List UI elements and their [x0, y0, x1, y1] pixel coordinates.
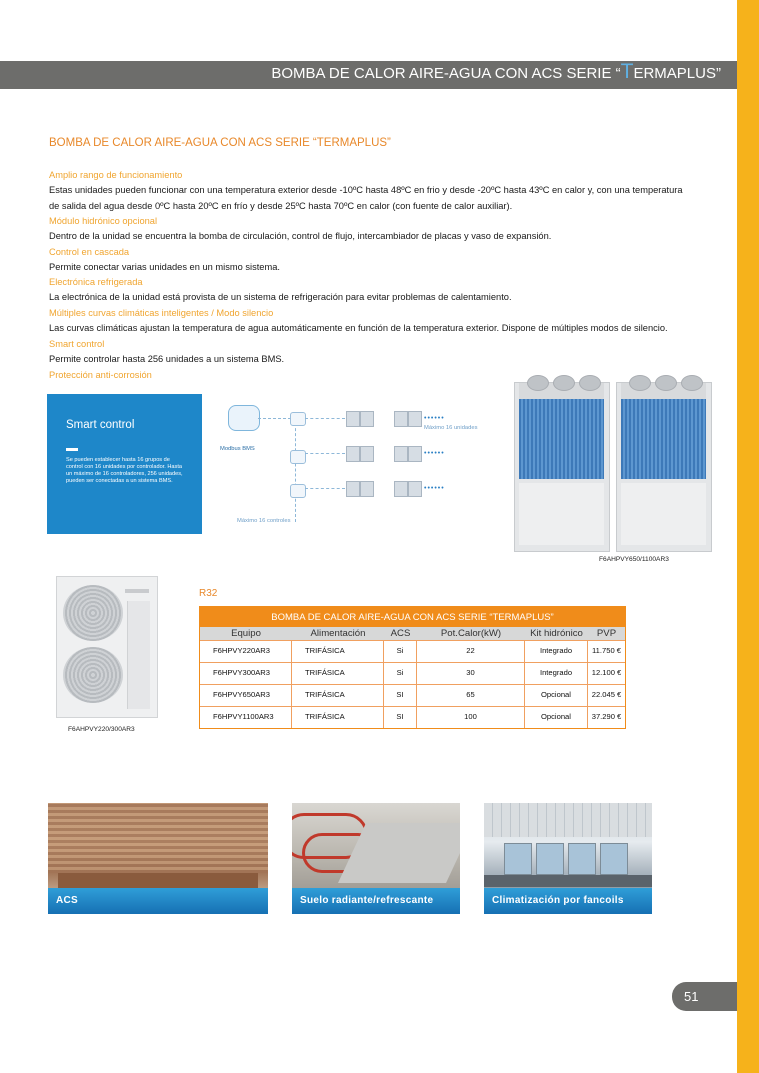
- fan-icon: [527, 375, 549, 391]
- coil-grille: [621, 399, 706, 479]
- fan-icon: [553, 375, 575, 391]
- section-title: BOMBA DE CALOR AIRE-AGUA CON ACS SERIE “TERMAPLUS”: [49, 137, 391, 149]
- unit-module: [616, 382, 712, 552]
- feature-hydronic: [49, 214, 689, 245]
- outdoor-unit-icon: [394, 411, 408, 427]
- cell-heat-capacity: 30: [417, 663, 525, 684]
- header-title: BOMBA DE CALOR AIRE-AGUA CON ACS SERIE “TERMAPLUS”: [271, 60, 721, 83]
- feature-electronics: [49, 275, 689, 306]
- fan-icon: [63, 647, 123, 703]
- cell-hydronic-kit: Integrado: [525, 663, 588, 684]
- outdoor-unit-icon: [408, 411, 422, 427]
- cell-model: F6HPVY220AR3: [200, 641, 292, 662]
- column-header: Pot.Calor(kW): [440, 628, 502, 639]
- connection-line: [305, 453, 345, 454]
- office-ceiling: [484, 803, 652, 837]
- smart-control-diagram: [47, 394, 311, 534]
- small-heat-pump-image: [56, 576, 158, 718]
- cell-power-supply: TRIFÁSICA: [292, 641, 384, 662]
- photo-label: Climatización por fancoils: [484, 888, 652, 914]
- cell-power-supply: TRIFÁSICA: [292, 685, 384, 706]
- office-window: [568, 843, 596, 875]
- price-table: [199, 606, 626, 729]
- office-window: [536, 843, 564, 875]
- photo-fancoils: [484, 803, 652, 914]
- office-window: [504, 843, 532, 875]
- more-units-dots: ••••••: [424, 450, 445, 457]
- office-window: [600, 843, 628, 875]
- outdoor-unit-icon: [394, 446, 408, 462]
- feature-text: Permite conectar varias unidades en un mismo sistema.: [49, 262, 280, 273]
- cell-model: F6HPVY300AR3: [200, 663, 292, 684]
- divider: [66, 448, 78, 451]
- outdoor-unit-icon: [346, 411, 360, 427]
- column-header: Kit hidrónico: [530, 628, 583, 639]
- feature-heading: Control en cascada: [49, 247, 130, 257]
- feature-heading: Múltiples curvas climáticas inteligentes / Modo silencio: [49, 308, 274, 318]
- more-units-dots: ••••••: [424, 485, 445, 492]
- feature-heading: Electrónica refrigerada: [49, 277, 143, 287]
- column-header: Alimentación: [310, 628, 366, 639]
- table-row: [200, 662, 625, 684]
- outdoor-unit-icon: [394, 481, 408, 497]
- controller-icon: [290, 484, 306, 498]
- feature-text: Las curvas climáticas ajustan la temperatura de agua automáticamente en función de la temperatura exterior. Dispone de múltiples modos de silencio.: [49, 323, 668, 334]
- table-header: [200, 627, 625, 640]
- photo-underfloor-heating: [292, 803, 460, 914]
- cell-heat-capacity: 65: [417, 685, 525, 706]
- bms-monitor-icon: [228, 405, 260, 431]
- large-unit-caption: F6AHPVY650/1100AR3: [599, 556, 669, 563]
- large-heat-pump-image: [512, 372, 714, 550]
- feature-heading: Smart control: [49, 339, 105, 349]
- cell-price: 12.100 €: [591, 668, 622, 677]
- feature-range: [49, 168, 689, 214]
- cell-power-supply: TRIFÁSICA: [292, 663, 384, 684]
- controller-icon: [290, 412, 306, 426]
- outdoor-unit-icon: [360, 481, 374, 497]
- outdoor-unit-icon: [408, 481, 422, 497]
- feature-cascade: [49, 245, 689, 276]
- fan-deck: [519, 383, 604, 399]
- cell-acs: SI: [384, 685, 417, 706]
- cell-model: F6HPVY1100AR3: [200, 707, 292, 728]
- unit-panel: [519, 483, 604, 545]
- connection-line: [295, 418, 296, 522]
- table-row: [200, 684, 625, 706]
- smart-control-description: Se pueden establecer hasta 16 grupos de control con 16 unidades por controlador. Hasta un máximo de 16 controladores, 256 unidades, pueden ser conectadas a un sistema BMS.: [66, 457, 183, 484]
- fan-icon: [579, 375, 601, 391]
- outdoor-unit-icon: [346, 446, 360, 462]
- table-title: BOMBA DE CALOR AIRE-AGUA CON ACS SERIE “TERMAPLUS”: [200, 607, 625, 627]
- connection-line: [305, 488, 345, 489]
- controller-icon: [290, 450, 306, 464]
- column-header: Equipo: [231, 628, 261, 639]
- cell-price: 22.045 €: [591, 690, 622, 699]
- smart-control-title: Smart control: [66, 419, 135, 431]
- feature-heading: Amplio rango de funcionamiento: [49, 170, 183, 180]
- sauna-wall: [48, 803, 268, 873]
- small-unit-caption: F6AHPVY220/300AR3: [68, 726, 135, 733]
- cell-acs: SI: [384, 707, 417, 728]
- page-number: 51: [672, 982, 737, 1011]
- unit-side-panel: [127, 601, 150, 709]
- fan-deck: [621, 383, 706, 399]
- outdoor-unit-icon: [408, 446, 422, 462]
- feature-text: Estas unidades pueden funcionar con una temperatura exterior desde -10ºC hasta 48ºC en frio y desde -20ºC hasta 43ºC en calor y, con una temperatura de salida del agua desde 0ºC hasta 20ºC en frío y desde 25ºC hasta 70ºC en calor (con fuente de calor auxiliar).: [49, 185, 683, 211]
- cell-price: 37.290 €: [591, 712, 622, 721]
- photo-acs: [48, 803, 268, 914]
- outdoor-unit-icon: [360, 411, 374, 427]
- feature-text: Permite controlar hasta 256 unidades a un sistema BMS.: [49, 354, 285, 365]
- column-header: PVP: [596, 628, 617, 639]
- table-row: [200, 640, 625, 662]
- brand-logo-mark: [125, 589, 149, 593]
- office-desks: [484, 875, 652, 887]
- feature-curves: [49, 306, 689, 337]
- unit-module: [514, 382, 610, 552]
- side-accent-bar: [737, 0, 759, 1073]
- cell-acs: Si: [384, 641, 417, 662]
- feature-text: Dentro de la unidad se encuentra la bomba de circulación, control de flujo, intercambiador de placas y vaso de expansión.: [49, 231, 552, 242]
- max-units-label: Máximo 16 unidades: [424, 425, 478, 431]
- cell-model: F6HPVY650AR3: [200, 685, 292, 706]
- fan-icon: [63, 585, 123, 641]
- column-header: ACS: [390, 628, 411, 639]
- cell-heat-capacity: 100: [417, 707, 525, 728]
- bms-label: Modbus BMS: [220, 446, 255, 452]
- fan-icon: [681, 375, 703, 391]
- cell-hydronic-kit: Integrado: [525, 641, 588, 662]
- table-row: [200, 706, 625, 728]
- refrigerant-label: R32: [199, 588, 218, 599]
- feature-smart-control: [49, 337, 689, 368]
- coil-grille: [519, 399, 604, 479]
- more-units-dots: ••••••: [424, 415, 445, 422]
- max-controllers-label: Máximo 16 controles: [237, 518, 291, 524]
- cell-hydronic-kit: Opcional: [525, 685, 588, 706]
- cell-price: 11.750 €: [592, 646, 621, 655]
- fan-icon: [655, 375, 677, 391]
- connection-line: [305, 418, 345, 419]
- feature-text: La electrónica de la unidad está provista de un sistema de refrigeración para evitar problemas de calentamiento.: [49, 292, 512, 303]
- photo-label: Suelo radiante/refrescante: [292, 888, 460, 914]
- outdoor-unit-icon: [360, 446, 374, 462]
- feature-heading: Módulo hidrónico opcional: [49, 216, 158, 226]
- cell-hydronic-kit: Opcional: [525, 707, 588, 728]
- cell-power-supply: TRIFÁSICA: [292, 707, 384, 728]
- unit-panel: [621, 483, 706, 545]
- fan-icon: [629, 375, 651, 391]
- header-band: [0, 61, 737, 89]
- photo-label: ACS: [48, 888, 268, 914]
- cell-heat-capacity: 22: [417, 641, 525, 662]
- feature-heading: Protección anti-corrosión: [49, 370, 152, 380]
- outdoor-unit-icon: [346, 481, 360, 497]
- cell-acs: Si: [384, 663, 417, 684]
- smart-control-panel: [47, 394, 202, 534]
